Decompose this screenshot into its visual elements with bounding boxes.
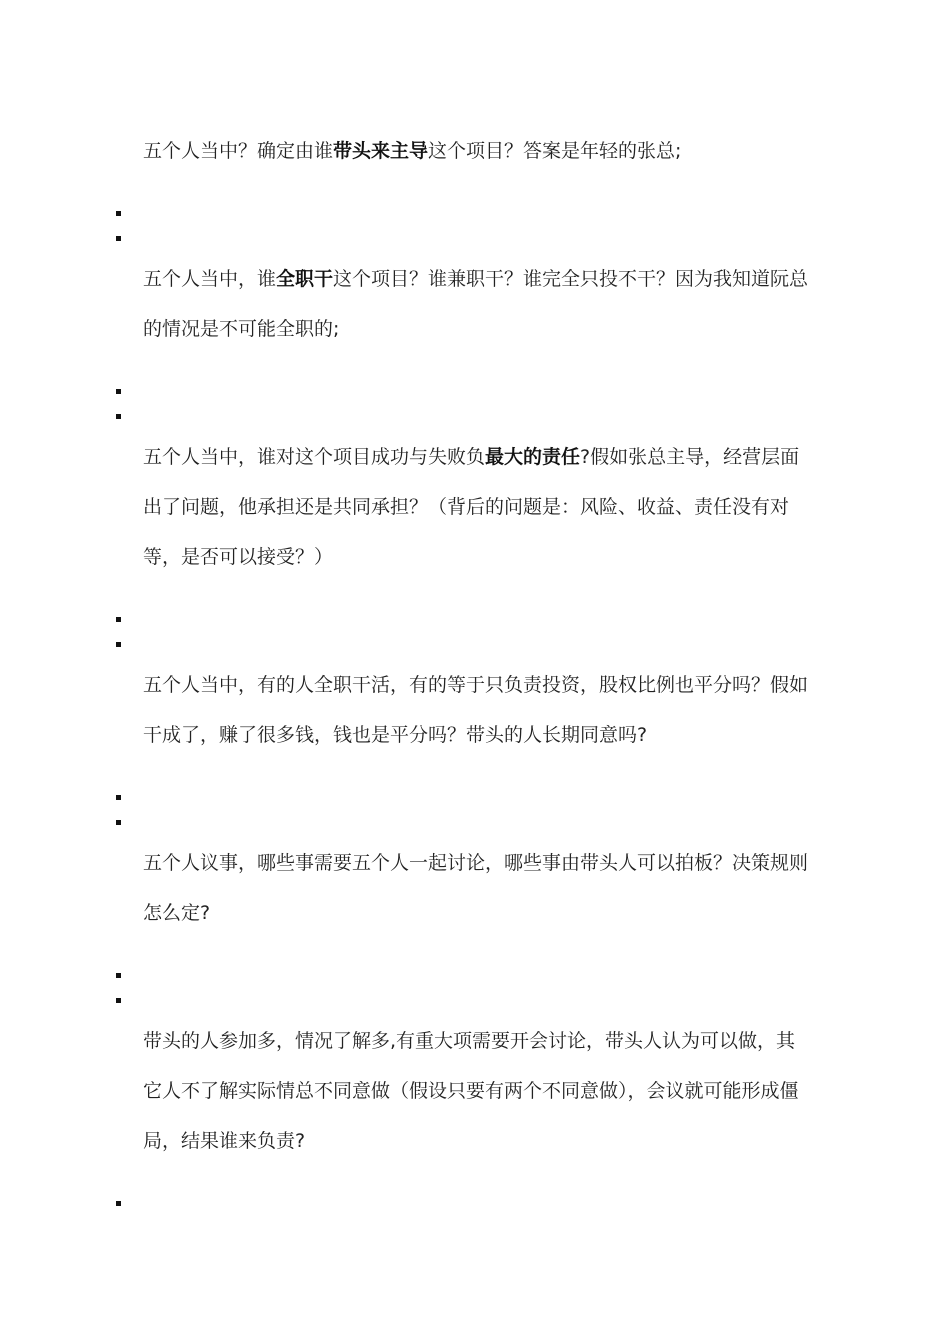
paragraph-responsibility — [143, 432, 811, 582]
bold-phrase: 带头来主导 — [333, 140, 429, 162]
paragraph-segment: ?假如张总主导，经营层面出了问题，他承担还是共同承担？（背后的问题是：风险、收益、责任没有对等，是否可以接受？） — [143, 446, 800, 568]
paragraph-segment: 五个人当中，有的人全职干活，有的等于只负责投资，股权比例也平分吗？假如干成了，赚了很多钱，钱也是平分吗？带头的人长期同意吗? — [143, 674, 809, 746]
bold-phrase: 全职干 — [276, 268, 334, 290]
paragraph-equity — [143, 660, 811, 760]
paragraph-segment: 带头的人参加多，情况了解多,有重大项需要开会讨论，带头人认为可以做，其它人不了解实际情总不同意做（假设只要有两个不同意做），会议就可能形成僵局，结果谁来负责? — [143, 1030, 799, 1152]
list-bullet — [116, 389, 121, 394]
paragraph-fulltime — [143, 254, 811, 354]
paragraph-segment: 这个项目？谁兼职干？谁完全只投不干？因为我知道阮总的情况是不可能全职的; — [143, 268, 809, 340]
list-bullet — [116, 617, 121, 622]
paragraph-deadlock — [143, 1016, 811, 1166]
list-bullet — [116, 642, 121, 647]
paragraph-segment: 五个人当中，谁 — [143, 268, 277, 290]
paragraph-segment: 五个人当中？确定由谁 — [143, 140, 334, 162]
list-bullet — [116, 795, 121, 800]
paragraph-segment: 五个人当中，谁对这个项目成功与失败负 — [143, 446, 486, 468]
paragraph-segment: 这个项目？答案是年轻的张总; — [428, 140, 682, 162]
paragraph-segment: 五个人议事，哪些事需要五个人一起讨论，哪些事由带头人可以拍板？决策规则怎么定? — [143, 852, 809, 924]
list-bullet — [116, 211, 121, 216]
list-bullet — [116, 236, 121, 241]
bold-phrase: 最大的责任 — [485, 446, 581, 468]
list-bullet — [116, 1201, 121, 1206]
list-bullet — [116, 973, 121, 978]
list-bullet — [116, 414, 121, 419]
list-bullet — [116, 820, 121, 825]
list-bullet — [116, 998, 121, 1003]
paragraph-decision-rules — [143, 838, 811, 938]
paragraph-lead-role — [143, 126, 811, 176]
